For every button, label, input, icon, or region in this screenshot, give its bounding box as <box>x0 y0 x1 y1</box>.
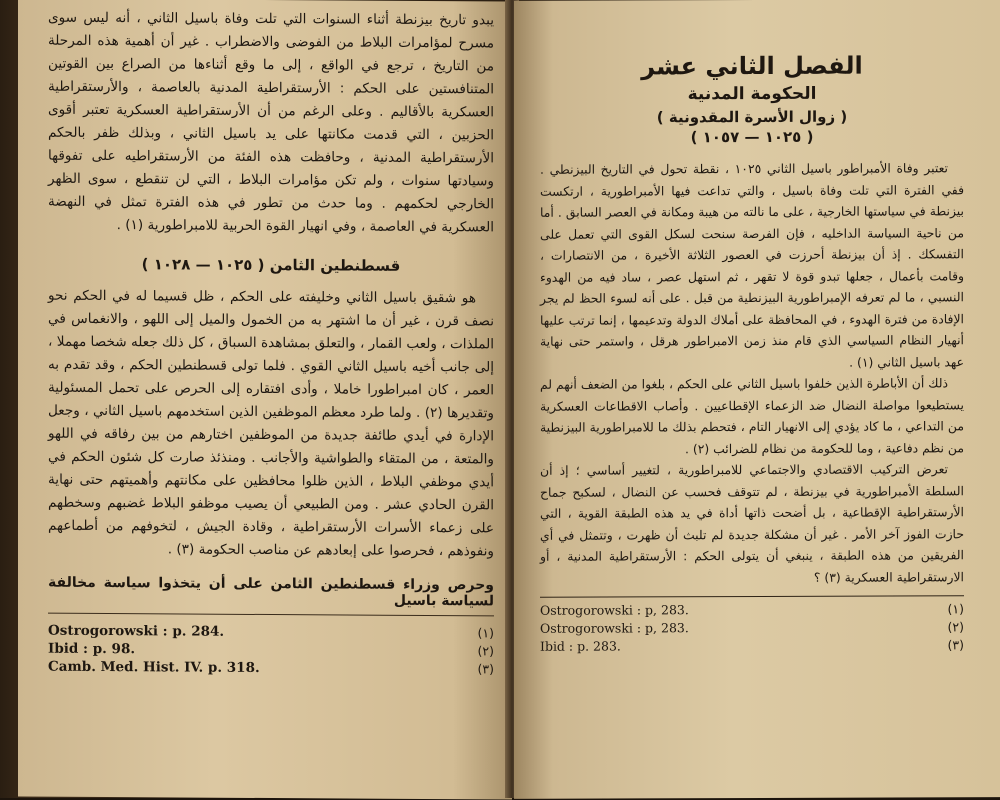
footnote-text: Ostrogorowski : p. 284. <box>48 622 225 640</box>
right-paragraph: تعتبر وفاة الأمبراطور باسيل الثاني ١٠٢٥ ، نقطة تحول في التاريخ البيزنطي . ففي الفترة التي تلت وفاة باسيل ، والتي تداعت فيها الأمبراطورية ، ارتكست بيزنطة في سياستها الخارجية ، على ما نالته من هيبة ومكانة في العصر السابق . أما من ناحية السياسة الداخليه ، فإن الفرصة سنحت لسكل القوى التي تعمل على التفسكك . إذ أن بيزنطة أحرزت في العصور الثلاثة الأخيرة ، من الانتصارات ، وقامت بأعمال ، جعلها تبدو قوة لا تقهر ، ثم استهل عصر ، ساد فيه من الهدوء النسبي ، ما لم تعرفه الإمبراطورية البيزنطية من قبل . على أنه لسوء الحظ لم يجر الإفادة من فترة الهدوء ، في المحافظة على أملاك الدولة وتدعيمها ، إنما ترتب عليها أنهيار النظام السياسي الذي قام منذ زمن الامبراطور هرقل ، واستمر حتى نهاية عهد باسيل الثاني (١) . <box>540 160 964 370</box>
left-section-paragraph: هو شقيق باسيل الثاني وخليفته على الحكم ، ظل قسيما له في الحكم نحو نصف قرن ، غير أن ما اشتهر به من الخمول والميل إلى اللهو ، والانغماس في الملذات ، ولعب القمار ، والتعلق بمشاهدة السباق ، كل ذلك جعله شخصا مهملا ، إلى جانب أخيه باسيل الثاني القوي . فلما تولى قسطنطين الحكم ، وقد تقدم به العمر ، كان امبراطورا خاملا ، وأدى افتقاره إلى الحرص على تحمل المسئولية وتقديرها (٢) . ولما طرد معظم الموظفين الذين استخدمهم باسيل الثاني ، وجعل الإدارة في أيدي طائفة جديدة من الموظفين اختارهم من بين رفاقه في اللهو والمتعة ، من المتقاء والطواشية والأجانب . ومنذئذ صارت كل شئون الحكم في أيدي موظفي البلاط ، الذين ظلوا محافظين على مكانتهم وأهميتهم حتى نهاية القرن الحادي عشر . ومن الطبيعي أن يصيب موظفو البلاط غضبهم وسخطهم على زعماء الأسرات الأرستقراطية ، وقادة الجيش ، لتخوفهم من أطماعهم ونفوذهم ، فحرصوا على إبعادهم عن مناصب الحكومة (٣) . <box>48 287 494 560</box>
margin-note: وحرص وزراء قسطنطين الثامن على أن يتخذوا سياسة مخالفة لسياسة باسيل <box>48 575 494 617</box>
footnote-number: (٣) <box>477 661 494 677</box>
section-heading: قسطنطين الثامن ( ١٠٢٥ — ١٠٢٨ ) <box>141 255 401 275</box>
left-page <box>18 0 512 800</box>
footnote-number: (١) <box>947 601 964 617</box>
left-footnotes <box>48 622 494 679</box>
chapter-subtitle: الحكومة المدنية <box>687 83 817 105</box>
chapter-title: الفصل الثاني عشر <box>641 51 863 81</box>
footnote-row <box>540 636 964 655</box>
right-footnotes <box>540 600 964 655</box>
footnote-number: (١) <box>477 625 494 641</box>
footnote-rule <box>540 595 964 597</box>
footnote-text: Camb. Med. Hist. IV. p. 318. <box>48 658 260 676</box>
footnote-number: (٣) <box>947 637 964 653</box>
left-intro-paragraph: يبدو تاريخ بيزنطة أثناء السنوات التي تلت وفاة باسيل الثاني ، أنه ليس سوى مسرح لمؤامرات البلاط من الفوضى والاضطراب . غير أن أهمية هذه المرحلة من التاريخ ، ترجع في الواقع ، إلى ما وقع أثناءها من الصراع بين القوتين المتنافستين على الحكم : الأرستقراطية المدنية بالعاصمة ، والأرستقراطية العسكرية بالأقاليم . وعلى الرغم من أن الأرستقراطية العسكرية تعتبر أقوى الحزبين ، التي قدمت مكانتها على يد باسيل الثاني ، وبذلك ظفر بالحكم الأرستقراطية المدنية ، وحافظت هذه الفئة من الأرستقراطيه على تفوقها وسيادتها سنوات ، ولم تكن مؤامرات البلاط ، التي لن تنقطع ، سوى الظهر الخارجي لحكمهم . وما حدث من تطور في هذه الفترة تمثل في النهضة العسكرية في العاصمة ، وفي انهيار القوة الحربية للامبراطورية (١) . <box>48 9 494 236</box>
right-paragraph: ذلك أن الأباطرة الذين خلفوا باسيل الثاني على الحكم ، بلغوا من الضعف أنهم لم يستطيعوا مواصلة النضال ضد الزعماء الإقطاعيين . وأصاب الاقطاعات العسكرية من التداعي ، ما كاد يؤدي إلى الانهيار التام ، فتحطم بذلك ما للامبراطورية البيزنطية من نظم دفاعية ، وما للحكومة من نظام للضرائب (٢) . <box>540 375 964 456</box>
footnote-row <box>540 618 964 637</box>
footnote-number: (٢) <box>477 643 494 659</box>
footnote-text: Ostrogorowski : p, 283. <box>540 602 689 618</box>
footnote-row <box>540 600 964 619</box>
right-paragraph: تعرض التركيب الاقتصادي والاجتماعي للامبراطورية ، لتغيير أساسي ؛ إذ أن السلطة الأمبراطورية في بيزنطة ، لم تتوقف فحسب عن النضال ، لسكبح جماح الأرستقراطية الإقطاعية ، بل أضحت ذاتها أداة في يد هذه الطبقة القوية ، التي حازت الفوز آخر الأمر . غير أن مشكلة جديدة لم تلبث أن ظهرت ، وتتمثل في أي الفريقين من هذه الطبقة ، ينبغي أن يتولى الحكم : الأرستقراطية المدنية ، أو الارستقراطية العسكرية (٣) ؟ <box>540 461 964 585</box>
chapter-dates: ( ١٠٢٥ — ١٠٥٧ ) <box>690 127 814 147</box>
right-page <box>514 0 1000 799</box>
chapter-subtitle-2: ( زوال الأسرة المقدونية ) <box>656 107 848 127</box>
footnote-number: (٢) <box>947 619 964 635</box>
footnote-text: Ibid : p. 98. <box>48 640 136 658</box>
footnote-text: Ostrogorowski : p, 283. <box>540 620 689 636</box>
footnote-text: Ibid : p. 283. <box>540 638 621 654</box>
footnote-row <box>48 658 494 679</box>
